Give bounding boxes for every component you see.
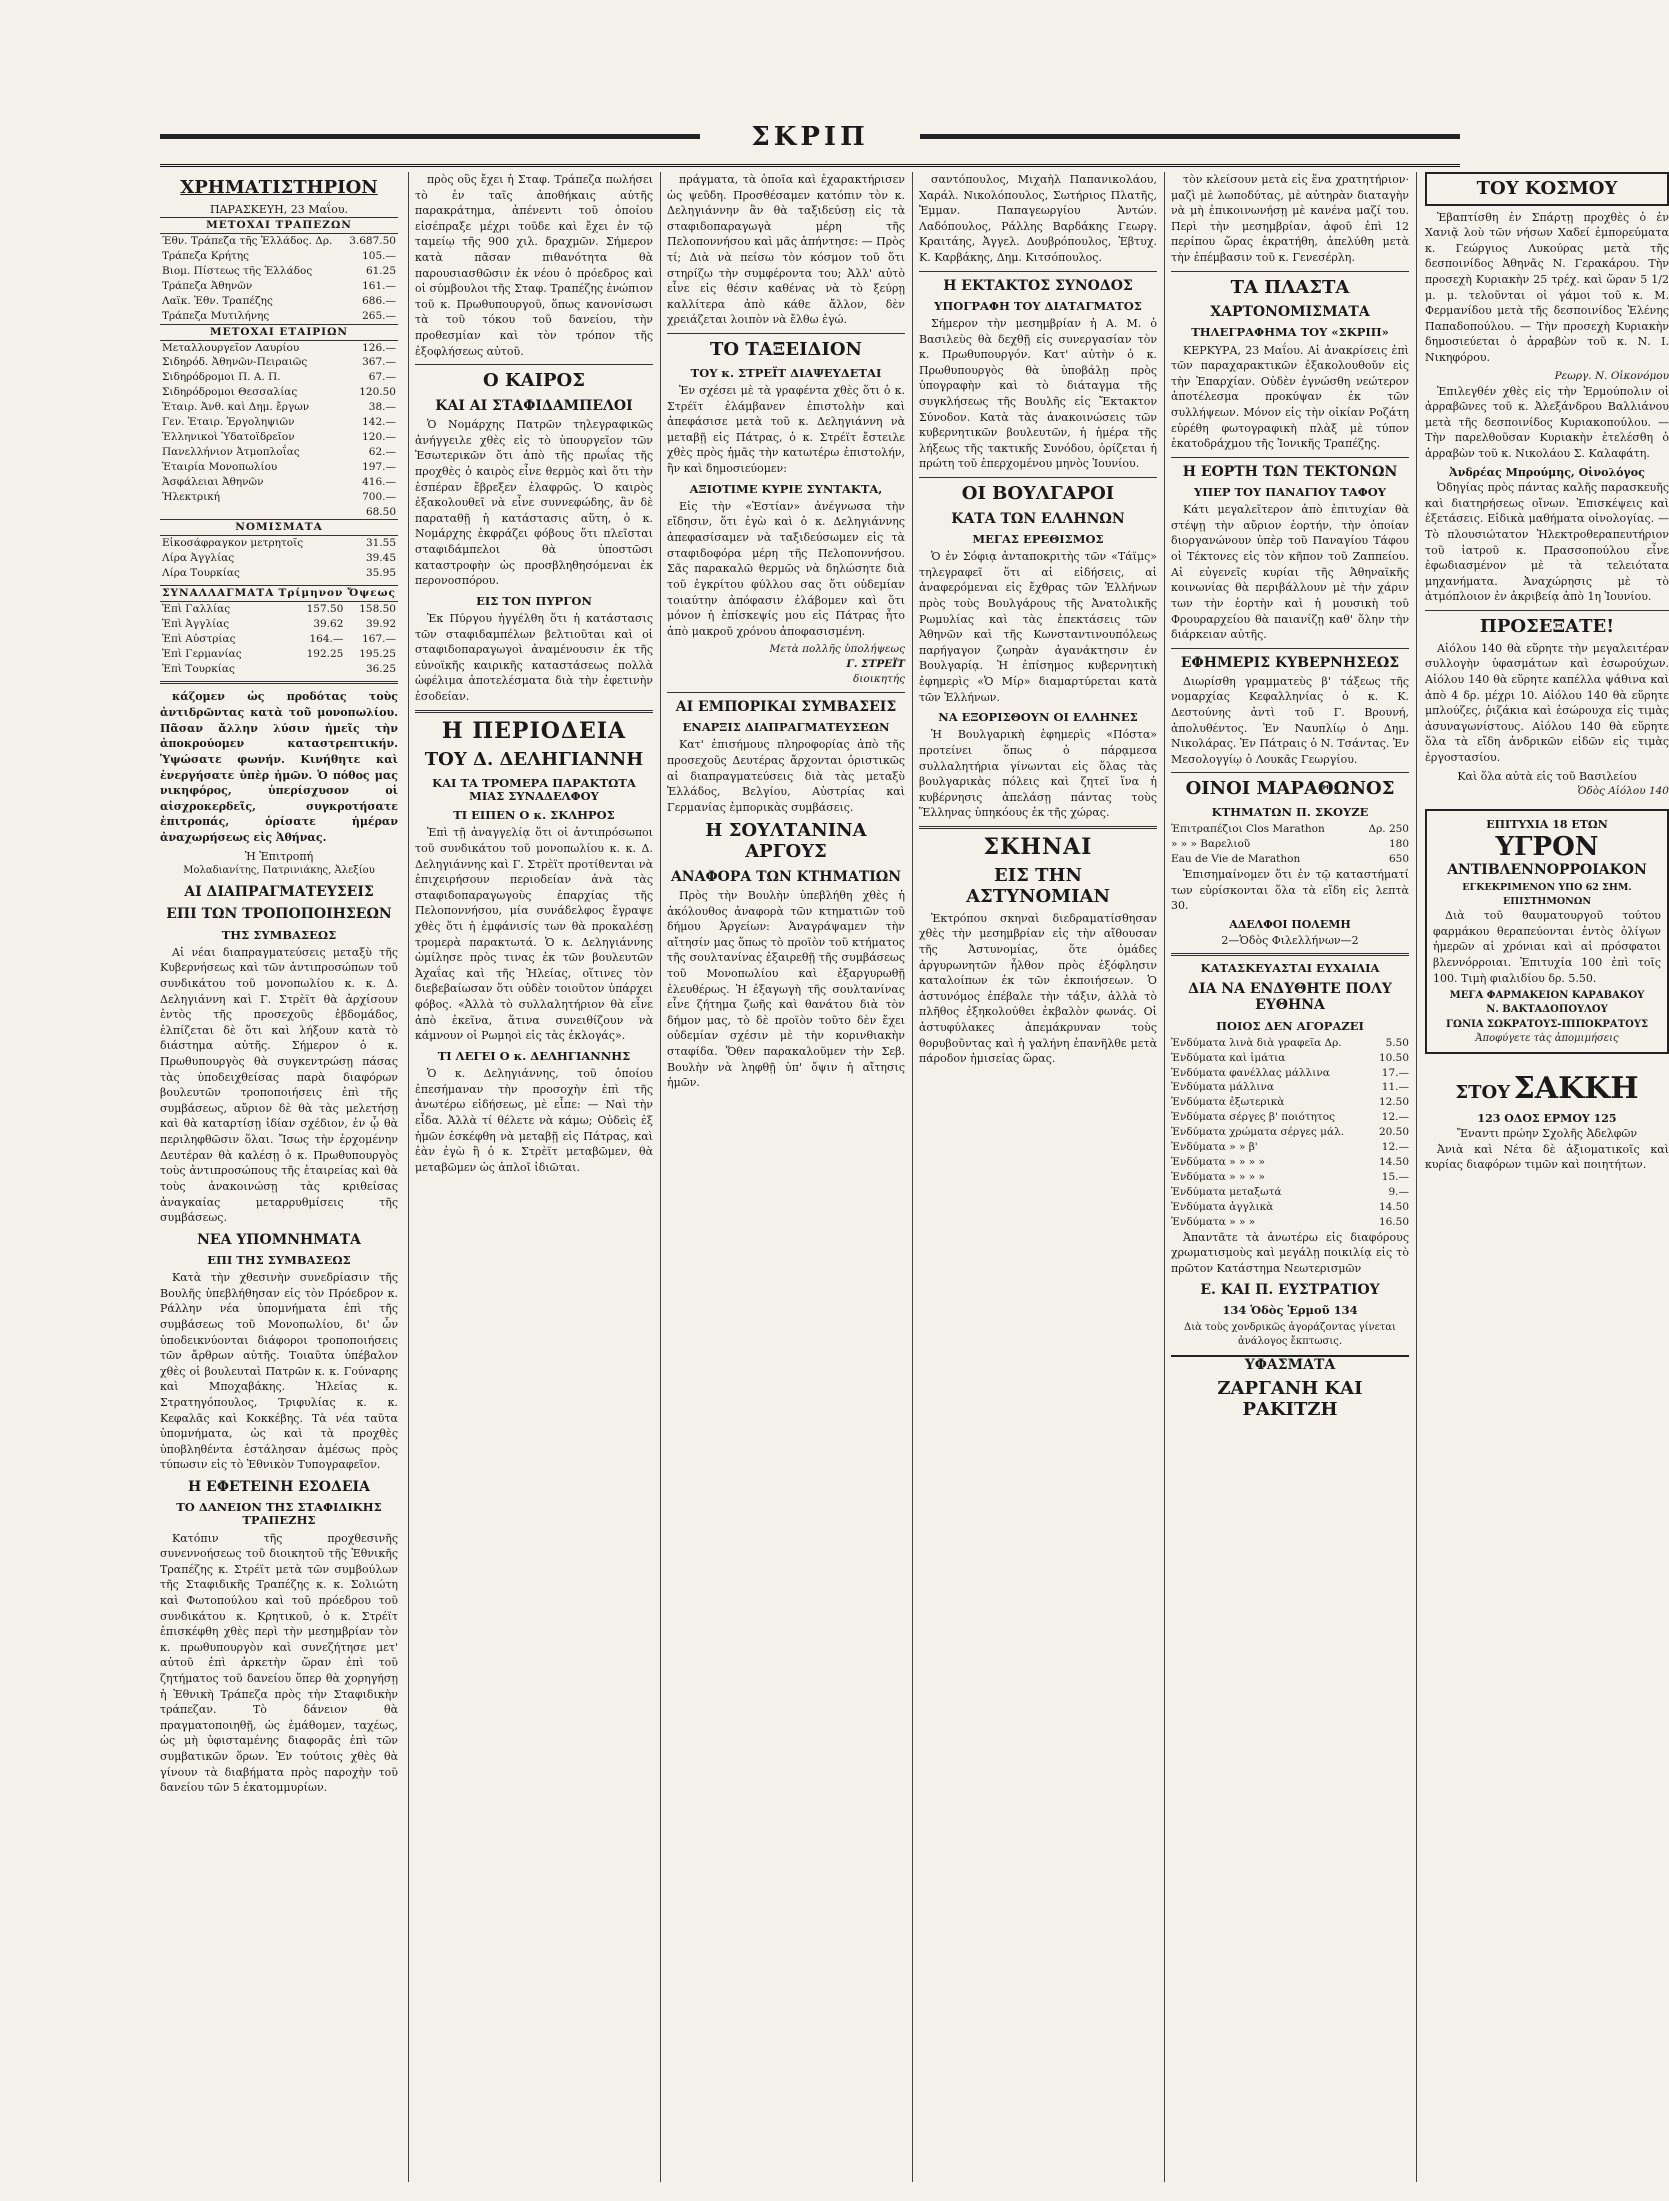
ad-kicker: ΕΠΙΤΥΧΙΑ 18 ΕΤΩΝ — [1486, 818, 1608, 832]
table-row — [160, 385, 398, 400]
article-subheading: ΕΙΣ ΤΗΝ ΑΣΤΥΝΟΜΙΑΝ — [966, 865, 1110, 908]
row-value: 686.— — [362, 294, 396, 307]
article-heading: Η ΕΦΕΤΕΙΝΗ ΕΣΟΔΕΙΑ — [188, 1478, 370, 1495]
article-subheading: ΥΠΕΡ ΤΟΥ ΠΑΝΑΓΙΟΥ ΤΑΦΟΥ — [1194, 485, 1386, 500]
article-text: Διωρίσθη γραμματεὺς β' τάξεως τῆς νομαρχίας Κεφαλληνίας ὁ κ. Κ. Δεστούνης ἀντὶ τοῦ Γ. Βρουνή, ἀπολυθέντος. Ἐν Ναυπλίῳ ὁ Δημ. Νικολάρας. Ἐν Πάτραις ὁ Ν. Τσάντας. Ἐν Μεσολογγίῳ ὁ Λουκᾶς Γεωργίου. — [1171, 674, 1409, 766]
ad-vendor: ΑΔΕΛΦΟΙ ΠΟΛΕΜΗ — [1229, 917, 1351, 931]
table-row — [160, 490, 398, 505]
article-text: Κάτι μεγαλεῖτερον ἀπὸ ἐπιτυχίαν θὰ στέψῃ τὴν αὔριον ἑορτήν, τὴν ὁποίαν διοργανώνουν ὑπὲρ τοῦ Παναγίου Τάφου οἱ Τέκτονες εἰς τὸν κῆπον τοῦ Ζαππείου. Αἱ εὐγενεῖς κυρίαι τῆς Ἀθηναϊκῆς κοινωνίας θὰ περιβάλλουν μὲ τὴν χάριν των τὴν ἑορτὴν καὶ ἡ μουσικὴ τοῦ Φρουραρχείου θὰ παιανίζῃ καθ' ὅλην τὴν διάρκειαν αὐτῆς. — [1171, 503, 1409, 642]
pharmacy-ad — [1425, 809, 1669, 1054]
price-value: 17.— — [1381, 1066, 1409, 1079]
article-heading: ΑΙ ΕΜΠΟΡΙΚΑΙ ΣΥΜΒΑΣΕΙΣ — [675, 699, 897, 716]
banks-table — [160, 217, 398, 581]
price-value: 12.— — [1381, 1141, 1409, 1154]
ad-text: Διὰ τοὺς χονδρικῶς ἀγοράζοντας γίνεται ἀνάλογος ἔκπτωσις. — [1184, 1321, 1396, 1347]
row-label: Ἐπὶ Ἀγγλίας — [162, 617, 230, 630]
row-label: Πανελλήνιον Ἀτμοπλοΐας — [162, 445, 300, 458]
price-value: 12.50 — [1378, 1096, 1409, 1109]
article-text: Κατόπιν τῆς προχθεσινῆς συνεννοήσεως τοῦ διοικητοῦ τῆς Ἐθνικῆς Τραπέζης κ. Στρέϊτ μετὰ τῶν συμβούλων τῆς Σταφιδικῆς Τραπέζης κ. κ. Σολιώτη καὶ Φωτοπούλου καὶ τοῦ πρόεδρου τοῦ συνδικάτου κ. Κρητικοῦ, ὁ κ. Στρέϊτ ἐπισκέφθη χθὲς περὶ τὴν μεσημβρίαν τὸν κ. πρωθυπουργὸν καὶ συνεζήτησε μετ' αὐτοῦ ἐπὶ ἀρκετὴν ὥραν ἐπὶ τοῦ ζητήματος τοῦ δανείου ὅπερ θὰ χορηγήσῃ ἡ Ἐθνικὴ Τράπεζα πρὸς τὴν Σταφιδικὴν τράπεζαν. Τὸ δάνειον θὰ πραγματοποιηθῇ, ὡς ἐμάθομεν, ταχέως, ὡς μὴ ὑφισταμένης διαφορᾶς ἐπὶ τῶν συμβατικῶν ὅρων. Ἐν τούτοις χθὲς θὰ γίνουν τὰ διαβήματα πρὸς παροχὴν τοῦ δανείου τῶν 5 ἑκατομμυρίων. — [160, 1531, 398, 1795]
row-label: Σιδηρόδρομοι Π. Α. Π. — [162, 371, 281, 384]
price-label: Ἐνδύματα σέργες β' ποιότητος — [1171, 1111, 1335, 1124]
signature: Ἀνδρέας Μπρούμης, Οἰνολόγος — [1449, 465, 1645, 479]
row-value: 192.25 — [306, 647, 344, 660]
price-row — [1171, 1036, 1409, 1051]
companies-header: ΜΕΤΟΧΑΙ ΕΤΑΙΡΙΩΝ — [160, 324, 398, 340]
ad-vendor: Ε. ΚΑΙ Π. ΕΥΣΤΡΑΤΙΟΥ — [1200, 1282, 1380, 1299]
table-row — [160, 505, 398, 520]
price-value: 11.— — [1381, 1081, 1409, 1094]
divider — [919, 826, 1157, 829]
ad-note: Ἀποφύγετε τὰς ἀπομιμήσεις — [1475, 1032, 1619, 1044]
price-label: Eau de Vie de Marathon — [1171, 853, 1301, 866]
signature: Ρεωργ. Ν. Οἰκονόμου — [1554, 369, 1669, 382]
price-row — [1171, 1095, 1409, 1110]
ad-subheading: ΔΙΑ ΝΑ ΕΝΔΥΘΗΤΕ ΠΟΛΥ ΕΥΘΗΝΑ — [1188, 981, 1392, 1014]
market-date: ΠΑΡΑΣΚΕΥΗ, 23 Μαΐου. — [209, 202, 349, 216]
ad-text: Διὰ τοῦ θαυματουργοῦ τούτου φαρμάκου θεραπεύονται ἐντὸς ὀλίγων ἡμερῶν αἱ χρόνιαι καὶ αἱ πρόσφατοι βλεννόρροιαι. Ἐπιτυχία 100 ἐπὶ τοῖς 100. Τιμὴ φιαλιδίου δρ. 5.50. — [1433, 909, 1661, 985]
market-title: ΧΡΗΜΑΤΙΣΤΗΡΙΟΝ — [180, 177, 378, 198]
article-text: Εἰς τὴν «Ἑστίαν» ἀνέγνωσα τὴν εἴδησιν, ὅτι ἐγὼ καὶ ὁ κ. Δεληγιάννης ἀπεφασίσαμεν νὰ ταξιδεύσωμεν εἰς τὰ σταφιδοφόρα μέρη τῆς Πελοποννήσου. Σᾶς παρακαλῶ θερμῶς νὰ δηλώσητε διὰ τοῦ ἐγκρίτου φύλλου σας ὅτι οὐδεμίαν τοιαύτην ἀπόφασιν ἐλάβομεν καὶ ὅτι μόνον ἡ ἐπίσκεψίς μου εἰς Πάτρας ἦτο ἀπὸ μακροῦ χρόνου ἀποφασισμένη. — [667, 499, 905, 638]
divider — [160, 681, 398, 684]
table-row — [160, 294, 398, 309]
price-value: 14.50 — [1378, 1200, 1409, 1213]
divider — [415, 710, 653, 713]
coins-header: ΝΟΜΙΣΜΑΤΑ — [160, 520, 398, 536]
article-subheading: ΤΟΥ κ. ΣΤΡΕΪΤ ΔΙΑΨΕΥΔΕΤΑΙ — [690, 365, 882, 380]
ad-headline: ΥΓΡΟΝ — [1495, 831, 1599, 862]
table-row — [160, 355, 398, 370]
table-row — [160, 234, 398, 249]
price-label: Ἐνδύματα ἐξωτερικὰ — [1171, 1096, 1285, 1109]
divider — [667, 333, 905, 334]
article-text: Ἐκτρόπου σκηναὶ διεδραματίσθησαν χθὲς τὴν μεσημβρίαν εἰς τὴν αἴθουσαν τῆς Ἀστυνομίας, ὅτε ὁμάδες ἀργυρωνητῶν ἦλθον πρὸς ἐξόφλησιν καταλοίπων ἐκ τῶν ἐκποιήσεων. Ὁ ἀστυνόμος ἐπέβαλε τὴν τάξιν, ἀλλὰ τὸ πλῆθος ἐξηκολούθει ἐκβαλὸν φωνάς. Οἱ ἀστυφύλακες ἀπεμάκρυναν τοὺς θορυβοῦντας καὶ ἡ γαλήνη ἐπανῆλθε μετὰ πάροδον ἡμισείας ὥρας. — [919, 911, 1157, 1066]
row-value: 265.— — [362, 309, 396, 322]
row-label: Σιδηρόδρομοι Θεσσαλίας — [162, 386, 298, 399]
price-row — [1171, 837, 1409, 852]
divider — [1425, 610, 1669, 611]
row-label: Τράπεζα Μυτιλήνης — [162, 309, 270, 322]
masthead-title: ΣΚΡΙΠ — [751, 122, 869, 152]
divider — [1171, 772, 1409, 773]
row-value: 120.50 — [359, 386, 396, 399]
row-value: 62.— — [368, 445, 396, 458]
article-text: Ὁ Νομάρχης Πατρῶν τηλεγραφικῶς ἀνήγγειλε χθὲς εἰς τὸ ὑπουργεῖον τῶν Ἐσωτερικῶν ὅτι ἀπὸ τῆς πρωΐας τῆς προχθὲς ὁ καιρὸς εἶνε θερμὸς καὶ ὅτι τὴν ἑσπέραν ἔβρεξεν ἐλαφρῶς. Ὁ καιρὸς ἐξακολουθεῖ νὰ εἶνε συννεφώδης, ἂν δὲ παραταθῇ ἡ κατάστασις αὕτη, ὁ κ. Νομάρχης ἐκφράζει φόβους ὅτι πλεῖσται σταφιδάμπελοι θὰ ὑποστῶσι καταστροφὴν ὡς προσβληθησόμεναι ἐκ περονοσπόρου. — [415, 418, 653, 588]
row-label: Τράπεζα Ἀθηνῶν — [162, 279, 253, 292]
price-label: Ἐνδύματα » » β' — [1171, 1141, 1258, 1154]
masthead — [160, 118, 1460, 167]
ad-text: Ἀπαντᾶτε τὰ ἀνωτέρω εἰς διαφόρους χρωματισμοὺς καὶ μεγάλῃ ποικιλίᾳ εἰς τὸ πρῶτον Κατάστημα Νεωτερισμῶν — [1171, 1230, 1409, 1275]
row-value: 35.95 — [365, 567, 396, 580]
article-subheading: ΤΗΣ ΣΥΜΒΑΣΕΩΣ — [221, 927, 337, 942]
article-heading: ΤΙ ΛΕΓΕΙ Ο κ. ΔΕΛΗΓΙΑΝΝΗΣ — [437, 1048, 631, 1063]
fx-col-header: Ὄψεως — [345, 586, 398, 602]
ad-address: 2—Ὁδὸς Φιλελλήνων—2 — [1221, 933, 1359, 947]
price-label: Ἐνδύματα φανέλλας μάλλινα — [1171, 1066, 1330, 1079]
article-text: Ἐβαπτίσθη ἐν Σπάρτῃ προχθὲς ὁ ἐν Χανιᾷ λοὺ τῶν νήσων Χαδεί ἐμπορεύματα κ. Γεώργιος Λυκούρας μετὰ τῆς δεσποινίδος Ἀθηνᾶς Ν. Γερακάρου. Τὴν προσεχὴ Κυριακὴν 25 τρέχ. καὶ ὥραν 5 1/2 μ. μ. τελοῦνται οἱ γάμοι τοῦ κ. Μ. Φερμανίδου μετὰ τῆς δεσποινίδος Ἑλένης Παπαδοπούλου. — Τὴν προσεχὴ Κυριακὴν δημοσιεύεται ὁ ἀρραβὼν τοῦ κ. Ν. Ι. Νικηφόρου. — [1425, 210, 1669, 365]
article-heading: Η ΠΕΡΙΟΔΕΙΑ — [441, 717, 627, 744]
article-text: Ἐπιλεγθέν χθὲς εἰς τὴν Ἑρμούπολιν οἱ ἀρραβῶνες τοῦ κ. Ἀλεξάνδρου Βαλλιάνου μετὰ τῆς δεσποινίδος Κυριακοπούλου. — Τὴν παρελθοῦσαν Κυριακὴν ἐτελέσθη ὁ ἀρραβὼν τοῦ κ. Νικολάου Σ. Καλαφάτη. — [1425, 384, 1669, 460]
price-value: 15.— — [1381, 1170, 1409, 1183]
column-2 — [408, 172, 659, 2182]
row-value: 105.— — [362, 250, 396, 263]
article-text: ΚΕΡΚΥΡΑ, 23 Μαΐου. Αἱ ἀνακρίσεις ἐπὶ τῶν παραχαρακτικῶν ἐξακολουθοῦν εἰς τὴν Ἐπαρχίαν. Οὐδὲν ἐγνώσθη νεώτερον ἀποτέλεσμα προκύψαν ἐκ τῶν συλλήψεων. Μόνον εἰς τὴν οἰκίαν Ροζάτη εὑρέθη φωτογραφικὴ πλὰξ μὲ τύπον ἑκατοδράχμου τῆς Ἰονικῆς Τραπέζης. — [1171, 343, 1409, 451]
table-row — [160, 370, 398, 385]
ad-vendor: ΖΑΡΓΑΝΗ ΚΑΙ ΡΑΚΙΤΖΗ — [1217, 1378, 1363, 1420]
ad-subheading: ΚΤΗΜΑΤΩΝ Π. ΣΚΟΥΖΕ — [1211, 805, 1369, 820]
article-text: Κατ' ἐπισήμους πληροφορίας ἀπὸ τῆς προσεχοῦς Δευτέρας ἄρχονται ὁριστικῶς αἱ διαπραγματεύσεις διὰ τὰς μεταξὺ Ἑλλάδος, Βελγίου, Αὐστρίας καὶ Γερμανίας ἐμπορικὰς συμβάσεις. — [667, 738, 905, 814]
price-value: 10.50 — [1378, 1051, 1409, 1064]
appeal-signature: Ἡ Ἐπιτροπή — [244, 849, 314, 863]
table-row — [160, 279, 398, 294]
article-subheading: ΤΟΥ Δ. ΔΕΛΗΓΙΑΝΝΗ — [424, 748, 644, 770]
row-value: 700.— — [362, 490, 396, 503]
price-row — [1171, 1125, 1409, 1140]
row-label: Έθν. Τράπεζα τῆς Ἑλλάδος. Δρ. — [162, 235, 333, 248]
row-label: Ἐπὶ Γερμανίας — [162, 647, 242, 660]
article-subheading: ΕΠΙ ΤΩΝ ΤΡΟΠΟΠΟΙΗΣΕΩΝ — [166, 906, 392, 923]
article-heading: Η ΣΟΥΛΤΑΝΙΝΑ ΑΡΓΟΥΣ — [705, 820, 867, 863]
ad-note: Ἔναντι πρώην Σχολῆς Ἀδελφῶν — [1456, 1127, 1638, 1141]
table-row — [160, 632, 398, 647]
article-text: Ἐπὶ τῇ ἀναγγελίᾳ ὅτι οἱ ἀντιπρόσωποι τοῦ συνδικάτου τοῦ μονοπωλίου κ. κ. Δ. Δεληγιάννης καὶ Γ. Στρὲϊτ προτίθενται νὰ ἐπιχειρήσουν περιοδείαν ἀνὰ τὰς σταφιδοπαραγωγοὺς ἐπαρχίας τῆς Πελοποννήσου, μία συνάδελφος ἔγραψε χθὲς ὅτι ἡ ἐμφάνισίς των θὰ προκαλέσῃ τρομερὰ παρακτωτά. Ὁ κ. Δεληγιάννης ὡμίλησε πρὸς τινας ἐκ τῶν βουλευτῶν Ἀχαΐας καὶ τῆς Ἠλείας, οἵτινες τὸν διεβεβαίωσαν ὅτι οὐδὲν τοιοῦτον ὑπάρχει φόβος. «Ἀλλὰ τὸ συλλαλητήριον θὰ εἶνε ἀπὸ ἐκεῖνα, ἅτινα συνειθίζουν νὰ κάμνουν οἱ Ρωμηοὶ εἰς τὰς ἐκλογάς». — [415, 826, 653, 1043]
article-heading: Η ΕΟΡΤΗ ΤΩΝ ΤΕΚΤΟΝΩΝ — [1182, 463, 1398, 480]
row-label: Σιδηρόδ. Ἀθηνῶν-Πειραιῶς — [162, 356, 308, 369]
article-text: Ὀδηγίας πρὸς πάντας καλῆς παρασκευῆς καὶ διατηρήσεως οἴνων. Ἐπισκέψεις καὶ ἐξετάσεις. Εἰδικὰ μαθήματα οἰνολογίας. — Τὸ πλουσιώτατον Ἠλεκτροθεραπευτήριον τοῦ ἰατροῦ κ. Πρασσοπούλου εἶνε ἐφωδιασμένον μὲ τὰ τελειότατα μηχανήματα. Ἀναχώρησις μὲ τὸ ἀτμόπλοιον ἐν ἀκριβείᾳ ἀπὸ 1η Ἰουνίου. — [1425, 481, 1669, 604]
table-row — [160, 566, 398, 581]
article-text: κάζομεν ὡς προδότας τοὺς ἀντιδρῶντας κατὰ τοῦ μονοπωλίου. Πᾶσαν ἄλλην λύσιν ἡμεῖς τὴν ἀποκρούομεν καταστρεπτικήν. Ὑψώσατε φωνήν. Κινήθητε καὶ ἐνεργήσατε ὑπὲρ ἡμῶν. Ὁ πόθος μας νικηφόρος, ὑπερίσχυσον οἱ αἰσχροκερδεῖς, συγκροτήσατε ἐπιτροπάς, ὁρίσατε ἡμέραν ἀναχωρήσεως εἰς Ἀθήνας. — [160, 690, 398, 844]
article-text: Σήμερον τὴν μεσημβρίαν ἡ Α. Μ. ὁ Βασιλεὺς θὰ δεχθῇ εἰς συνεργασίαν τὸν κ. Πρωθυπουργόν. Κατ' αὐτὴν ὁ κ. Πρωθυπουργὸς θὰ ὑποβάλῃ πρὸς ὑπογραφὴν καὶ τὸ διάταγμα τῆς συγκλήσεως τῆς Βουλῆς εἰς Ἔκτακτον Σύνοδον. Κατὰ τὰς ἀνακοινώσεις τῶν κυβερνητικῶν βουλευτῶν, ἡ ἡμέρα τῆς λήξεως τῆς τακτικῆς Συνόδου, ὁρίζεται ἡ πρώτη τοῦ ἐπερχομένου μηνὸς Ἰουνίου. — [919, 316, 1157, 471]
price-row — [1171, 852, 1409, 867]
divider — [1171, 457, 1409, 458]
price-value: Δρ. 250 — [1368, 823, 1409, 836]
letter-closing: Μετὰ πολλῆς ὑπολήψεως — [769, 643, 905, 656]
divider — [1171, 953, 1409, 956]
article-subheading: ΚΑΤΑ ΤΩΝ ΕΛΛΗΝΩΝ — [951, 510, 1125, 527]
price-label: Ἐνδύματα » » » » — [1171, 1170, 1265, 1183]
divider — [415, 364, 653, 365]
article-subheading: ΤΟ ΔΑΝΕΙΟΝ ΤΗΣ ΣΤΑΦΙΔΙΚΗΣ ΤΡΑΠΕΖΗΣ — [176, 1500, 382, 1528]
price-value: 20.50 — [1378, 1126, 1409, 1139]
table-row — [160, 551, 398, 566]
row-label: Ἠλεκτρική — [162, 490, 221, 503]
ad-heading: ΟΙΝΟΙ ΜΑΡΑΘΩΝΟΣ — [1185, 778, 1395, 800]
row-value — [276, 662, 345, 677]
price-row — [1171, 1051, 1409, 1066]
ad-subheading: ΠΟΙΟΣ ΔΕΝ ΑΓΟΡΑΖΕΙ — [1216, 1018, 1364, 1033]
price-row — [1171, 1200, 1409, 1215]
article-text: Ὁ ἐν Σόφιᾳ ἀνταποκριτὴς τῶν «Τάϊμς» τηλεγραφεῖ ὅτι αἱ εἰδήσεις, αἱ ἀναφερόμεναι εἰς ἔχθρας τῶν Ἑλλήνων πρὸς τοὺς Βουλγάρους τῆς Ἀνατολικῆς Ρωμυλίας καὶ τὰς ἐπεκτάσεις τῶν Ἀθηνῶν καὶ τῆς Κωνσταντινουπόλεως παρήγαγον ζωηρὰν ἀγανάκτησιν ἐν Βουλγαρίᾳ. Ἡ ἐπίσημος κυβερνητικὴ ἐφημερὶς «Ὁ Μίρ» διαμαρτύρεται κατὰ τῶν Ἑλλήνων. — [919, 550, 1157, 704]
ad-heading: ΚΑΤΑΣΚΕΥΑΣΤΑΙ ΕΥΧΑΙΛΙΑ — [1200, 961, 1380, 976]
ad-subtitle: ΕΓΚΕΚΡΙΜΕΝΟΝ ΥΠΟ 62 ΣΗΜ. ΕΠΙΣΤΗΜΟΝΩΝ — [1462, 882, 1632, 907]
price-value: 180 — [1388, 838, 1409, 851]
row-value: 142.— — [362, 416, 396, 429]
ad-kicker: ΣΤΟΥ — [1455, 1082, 1511, 1103]
section-title: ΤΟΥ ΚΟΣΜΟΥ — [1425, 172, 1669, 206]
table-row — [160, 309, 398, 324]
table-row — [160, 249, 398, 264]
column-5 — [1164, 172, 1415, 2182]
article-heading: ΑΙ ΔΙΑΠΡΑΓΜΑΤΕΥΣΕΙΣ — [184, 884, 374, 901]
row-value: 36.25 — [365, 662, 396, 675]
banks-header: ΜΕΤΟΧΑΙ ΤΡΑΠΕΖΩΝ — [160, 218, 398, 234]
divider — [919, 271, 1157, 272]
ad-text: Αἰόλου 140 θὰ εὕρητε τὴν μεγαλειτέραν συλλογὴν ὑφασμάτων καὶ ἐσωρούχων. Αἰόλου 140 θὰ εὕρητε καπέλλα ψάθινα καὶ ἀπὸ 4 δρ. μέχρι 10. Αἰόλου 140 θὰ εὕρητε μπλούζες, ῥιζάκια καὶ ἐσώρουχα εἰς τιμὰς ἀσυναγωνίστους. Αἰόλου 140 θὰ εὕρητε ὅλα τὰ εἴδη ἀνδρικῶν εἰδῶν εἰς τιμὰς ἐργοστασίου. — [1425, 641, 1669, 765]
row-label: Λίρα Ἀγγλίας — [162, 552, 235, 565]
article-text: Αἱ νέαι διαπραγματεύσεις μεταξὺ τῆς Κυβερνήσεως καὶ τῶν ἀντιπροσώπων τοῦ συνδικάτου τοῦ μονοπωλίου κ. κ. Δ. Δεληγιάννη καὶ Γ. Στρὲϊτ θὰ ἀρχίσουν ἐντὸς τῆς προσεχοῦς ἑβδομάδος, ἐλπίζεται δὲ ὅτι καὶ λήξουν κατὰ τὸ διάστημα αὐτῆς. Σήμερον ὁ κ. Πρωθυπουργὸς θὰ συγκεντρώσῃ πάσας τὰς ὑποδειχθείσας παρὰ διαφόρων βουλευτῶν τροποποιήσεις ἐπὶ τῆς συμβάσεως, αὔριον δὲ θὰ τὰς μελετήσῃ καὶ θὰ καταρτίσῃ ἰδίαν σχέδιον, ἐν ᾧ θὰ περιληφθῶσιν ὅλαι. Ἴσως τὴν ἐρχομένην Δευτέραν θὰ καλέσῃ ὁ κ. Πρωθυπουργὸς τοὺς ἀντιπροσώπους τῆς ἑταιρείας καὶ θὰ τοὺς ἀνακοινώσῃ τὰς κριθείσας ἀναγκαίας μεταρρυθμίσεις τῆς συμβάσεως. — [160, 945, 398, 1225]
table-row — [160, 445, 398, 460]
row-label: Ἑταιρία Μονοπωλίου — [162, 460, 278, 473]
divider — [1171, 271, 1409, 272]
article-heading: ΝΕΑ ΥΠΟΜΝΗΜΑΤΑ — [197, 1231, 361, 1248]
price-row — [1171, 822, 1409, 837]
article-text: Πρὸς τὴν Βουλὴν ὑπεβλήθη χθὲς ἡ ἀκόλουθος ἀναφορὰ τῶν κτηματιῶν τοῦ δήμου Ἀργείων: Ἀναγράψαμεν τὴν αἴτησίν μας ὅπως τὸ προϊὸν τοῦ κτήματος τῆς σουλτανίνας ἐξαιρεθῇ τῆς συμβάσεως τοῦ Μονοπωλίου καὶ ἐξαργυρωθῇ ἐλευθέρως. Ἡ ἐξαγωγὴ τῆς σουλτανίνας εἶνε ζήτημα ζωῆς καὶ θανάτου διὰ τὸν δήμον μας, τὸ δὲ προϊὸν τοῦτο δὲν ἔχει οὐδεμίαν σχέσιν μὲ τὴν κορινθιακὴν σταφίδα. Ὅθεν παρακαλοῦμεν τὴν Σεβ. Βουλὴν νὰ ληφθῇ ὑπ' ὄψιν ἡ αἴτησις ἡμῶν. — [667, 888, 905, 1090]
ad-footer: Καὶ ὅλα αὐτὰ εἰς τοῦ Βασιλείου — [1457, 769, 1637, 783]
price-label: Ἐνδύματα χρώματα σέργες μάλ. — [1171, 1126, 1345, 1139]
price-value: 650 — [1388, 853, 1409, 866]
divider — [667, 692, 905, 693]
ad-product: ΑΝΤΙΒΛΕΝΝΟΡΡΟΙΑΚΟΝ — [1447, 862, 1647, 879]
article-text: πρὸς οὓς ἔχει ἡ Σταφ. Τράπεζα πωλήσει τὸ ἐν ταῖς ἀποθήκαις αὐτῆς παρακράτημα, ἀπένεντι τοῦ ὁποίου εἰσέπραξε μέχρι τοῦδε καὶ ἔχει ἐν τῷ ταμείῳ τῆς 900 χιλ. δραχμῶν. Σήμερον κατὰ πᾶσαν πιθανότητα θὰ παρουσιασθῶσιν ἐκ νέου ὁ πρόεδρος καὶ οἱ σύμβουλοι τῆς Σταφ. Τραπέζης ἐνώπιον τοῦ κ. Πρωθυπουργοῦ, ὅπως κανονίσωσι τὰ τοῦ τόκου τοῦ δανείου, τὴν προθεσμίαν καὶ τὸν τρόπον τῆς ἐξοφλήσεως αὐτοῦ. — [415, 173, 653, 358]
article-text: Κατὰ τὴν χθεσινὴν συνεδρίασιν τῆς Βουλῆς ὑπεβλήθησαν εἰς τὸν Πρόεδρον κ. Ράλλην νέα ὑπομνήματα ἐπὶ τῆς συμβάσεως τοῦ Μονοπωλίου, δι' ὧν ὑποδεικνύονται διάφοροι τροποποιήσεις τῶν ἄρθρων αὐτῆς. Τοιαῦτα ὑπέβαλον χθὲς οἱ βουλευταὶ Πατρῶν κ. κ. Γούναρης καὶ Μποχαβάκης. Ἠλείας κ. Στρατηγόπουλος, Τριφυλίας κ. κ. Κεφαλᾶς καὶ Κοκκέβης. Τὰ νέα ταῦτα ὑπομνήματα, ὡς καὶ τὰ προχθὲς ὑποβληθέντα ἐστάλησαν ἀμέσως πρὸς τύπωσιν εἰς τὸ Ἐθνικὸν Τυπογραφεῖον. — [160, 1271, 398, 1472]
row-label — [160, 505, 344, 520]
article-subheading: ΕΝΑΡΞΙΣ ΔΙΑΠΡΑΓΜΑΤΕΥΣΕΩΝ — [682, 720, 890, 735]
price-label: Ἐνδύματα » » » » — [1171, 1156, 1265, 1169]
article-subheading: ΤΙ ΕΙΠΕΝ Ο κ. ΣΚΛΗΡΟΣ — [453, 808, 615, 823]
table-row — [160, 400, 398, 415]
appeal-place: Μολαδιανίτης, Πατρινιάκης, Ἀλεξίου — [183, 865, 375, 877]
row-label: Μεταλλουργεῖον Λαυρίου — [162, 341, 300, 354]
price-row — [1171, 1110, 1409, 1125]
row-value: 416.— — [362, 475, 396, 488]
price-value: 5.50 — [1385, 1036, 1409, 1049]
price-row — [1171, 1080, 1409, 1095]
article-heading: Η ΕΚΤΑΚΤΟΣ ΣΥΝΟΔΟΣ — [943, 277, 1133, 294]
row-value: 197.— — [362, 460, 396, 473]
price-value: 9.— — [1388, 1185, 1409, 1198]
ad-text: Ἀνιὰ καὶ Νέτα δὲ ἀξιοματικοῖς καὶ κυρίας διαφόρων τιμῶν καὶ ποιητήτων. — [1425, 1142, 1669, 1172]
fx-header: ΣΥΝΑΛΛΑΓΜΑΤΑ — [160, 586, 276, 602]
letter-signature: Γ. ΣΤΡΕΪΤ — [846, 658, 905, 671]
row-label: Εἰκοσάφραγκον μετρητοῖς — [162, 537, 304, 550]
fx-col-header: Τρίμηνον — [276, 586, 345, 602]
price-row — [1171, 1170, 1409, 1185]
table-row — [160, 647, 398, 662]
row-value: 3.687.50 — [349, 235, 396, 248]
article-heading: ΕΙΣ ΤΟΝ ΠΥΡΓΟΝ — [476, 593, 592, 608]
price-value: 12.— — [1381, 1111, 1409, 1124]
ad-heading: ΠΡΟΣΕΞΑΤΕ! — [1479, 616, 1615, 638]
ad-heading: ΥΦΑΣΜΑΤΑ — [1171, 1355, 1409, 1373]
column-3 — [660, 172, 911, 2182]
row-label: Τράπεζα Κρήτης — [162, 250, 250, 263]
article-heading: ΝΑ ΕΞΟΡΙΣΘΟΥΝ ΟΙ ΕΛΛΗΝΕΣ — [938, 710, 1138, 725]
row-label: Λίρα Τουρκίας — [162, 567, 240, 580]
fx-table — [160, 585, 398, 676]
price-row — [1171, 1185, 1409, 1200]
table-row — [160, 536, 398, 551]
table-row — [160, 617, 398, 632]
row-value: 164.— — [309, 632, 344, 645]
row-value: 167.— — [362, 632, 396, 645]
price-label: Ἐνδύματα » » » — [1171, 1215, 1256, 1228]
ad-address: 123 ΟΔΟΣ ΕΡΜΟΥ 125 — [1477, 1111, 1617, 1125]
price-row — [1171, 1215, 1409, 1230]
row-value: 31.55 — [365, 537, 396, 550]
row-value: 38.— — [368, 401, 396, 414]
row-value: 61.25 — [365, 265, 396, 278]
article-text: τὸν κλείσουν μετὰ εἰς ἕνα χρατητήριον· μαζὶ μὲ λωποδύτας, μὲ αὐτηρὰν διαταγὴν νὰ μὴ ἐπικοινωνήσῃ μὲ κανένα μαζί του. Περὶ τὴν μεσημβρίαν, ἀφοῦ ἐπὶ 12 περίπου ὥρας ἐκρατήθη, ἀπελύθη μετὰ τὴν ἐπέμβασιν τοῦ κ. Γενεσέρλη. — [1171, 173, 1409, 265]
price-label: Ἐπιτραπέζιοι Clos Marathon — [1171, 823, 1325, 836]
table-row — [160, 264, 398, 279]
row-value: 195.25 — [359, 647, 396, 660]
column-6 — [1416, 172, 1669, 2182]
row-label: Λαϊκ. Ἐθν. Τραπέζης — [162, 294, 273, 307]
article-subheading: ΕΠΙ ΤΗΣ ΣΥΜΒΑΣΕΩΣ — [207, 1252, 351, 1267]
price-value: 16.50 — [1378, 1215, 1409, 1228]
letter-signature-title: διοικητής — [852, 673, 905, 686]
row-label: Βιομ. Πίστεως τῆς Ἑλλάδος — [162, 265, 313, 278]
table-row — [160, 475, 398, 490]
price-row — [1171, 1140, 1409, 1155]
row-label: Ἑλληνικοὶ Ὑδατοϊδρεῖον — [162, 430, 295, 443]
article-heading: Ο ΚΑΙΡΟΣ — [483, 370, 585, 392]
column-1 — [160, 172, 404, 2182]
ad-vendor: ΜΕΓΑ ΦΑΡΜΑΚΕΙΟΝ ΚΑΡΑΒΑΚΟΥ — [1449, 990, 1645, 1002]
column-4 — [912, 172, 1163, 2182]
article-subheading: ΥΠΟΓΡΑΦΗ ΤΟΥ ΔΙΑΤΑΓΜΑΤΟΣ — [934, 298, 1142, 313]
article-text: πράγματα, τὰ ὁποῖα καὶ ἐχαρακτήρισεν ὡς ψεῦδη. Προσθέσαμεν κατόπιν τὸν κ. Δεληγιάννην ἂν θὰ ταξιδεύσῃ εἰς τὰ σταφιδοπαραγωγὰ μέρη τῆς Πελοποννήσου καὶ μᾶς ἀπήντησε: — Πρὸς τί; Διὰ νὰ πείσω τὸν κόσμον τοῦ ὅτι στηρίζω τὴν συμφέροντα του; Ἀλλ' αὐτὸ εἶνε εἰς θέσιν καθένας νὰ τὸ ξεύρῃ καλλίτερα ἀπὸ κάθε ἄλλον, δὲν χρειάζεται λοιπὸν νὰ ἔλθω ἐγώ. — [667, 173, 905, 327]
row-value: 126.— — [362, 341, 396, 354]
ad-vendor: Ν. ΒΑΚΤΑΔΟΠΟΥΛΟΥ — [1486, 1004, 1608, 1016]
article-subheading: ΤΗΛΕΓΡΑΦΗΜΑ ΤΟΥ «ΣΚΡΙΠ» — [1191, 325, 1389, 340]
row-value: 157.50 — [306, 602, 344, 615]
table-row — [160, 340, 398, 355]
ad-headline: ΣΑΚΚΗ — [1513, 1071, 1639, 1106]
row-value: 367.— — [362, 356, 396, 369]
row-label: Ἑταιρ. Ἀνθ. καὶ Δημ. ἔργων — [162, 401, 310, 414]
ad-text: Ἐπισημαίνομεν ὅτι ἐν τῷ καταστήματί των εὑρίσκονται ὅλα τὰ εἴδη εἰς λεπτὰ 30. — [1171, 868, 1409, 913]
price-row — [1171, 1155, 1409, 1170]
divider — [919, 477, 1157, 478]
row-value: 158.50 — [359, 602, 396, 615]
price-label: Ἐνδύματα μεταξωτά — [1171, 1185, 1282, 1198]
table-row — [160, 662, 398, 677]
price-label: » » » Βαρελιοῦ — [1171, 838, 1251, 851]
article-heading: ΕΦΗΜΕΡΙΣ ΚΥΒΕΡΝΗΣΕΩΣ — [1180, 654, 1400, 671]
row-label: Ἐπὶ Τουρκίας — [162, 662, 235, 675]
letter-salutation: ΑΞΙΟΤΙΜΕ ΚΥΡΙΕ ΣΥΝΤΑΚΤΑ, — [689, 481, 883, 496]
divider — [1171, 648, 1409, 649]
table-row — [160, 460, 398, 475]
row-label: Γεν. Ἑταιρ. Ἐργοληψιῶν — [162, 416, 295, 429]
price-label: Ἐνδύματα λινὰ διὰ γραφεῖα Δρ. — [1171, 1036, 1342, 1049]
article-subheading: ΚΑΙ ΑΙ ΣΤΑΦΙΔΑΜΠΕΛΟΙ — [435, 398, 633, 414]
ad-address: ΓΩΝΙΑ ΣΩΚΡΑΤΟΥΣ-ΙΠΠΟΚΡΑΤΟΥΣ — [1445, 1018, 1649, 1030]
article-text: Ἐκ Πύργου ἠγγέλθη ὅτι ἡ κατάστασις τῶν σταφιδαμπέλων βελτιοῦται καὶ οἱ σταφιδοπαραγωγοὶ ἀναμένουσιν ἐκ τῆς εὐνοϊκῆς καιρικῆς καταστάσεως πολλὰ ὠφέλιμα ἀποτελέσματα διὰ τὴν ἐφετινὴν ἐσοδείαν. — [415, 612, 653, 704]
price-value: 14.50 — [1378, 1156, 1409, 1169]
article-subheading: ΜΕΓΑΣ ΕΡΕΘΙΣΜΟΣ — [972, 531, 1104, 546]
article-subheading: ΚΑΙ ΤΑ ΤΡΟΜΕΡΑ ΠΑΡΑΚΤΩΤΑ ΜΙΑΣ ΣΥΝΑΔΕΛΦΟΥ — [432, 775, 636, 803]
row-value: 67.— — [368, 371, 396, 384]
table-row — [160, 430, 398, 445]
article-heading: ΤΟ ΤΑΞΕΙΔΙΟΝ — [709, 339, 863, 361]
article-text: σαντόπουλος, Μιχαὴλ Παπανικολάου, Χαράλ. Νικολόπουλος, Σωτήριος Πλατῆς, Ἐμμαν. Παπαγεωργίου Ἀντών. Λαδόπουλος, Ράλλης Βαρδάκης Γεωργ. Κραιτάης, Ἀγγελ. Δουβρόπουλος, Ἐβτυχ. Κ. Καρβάκης, Δημ. Κιτσόπουλος. — [919, 173, 1157, 265]
table-row — [160, 415, 398, 430]
article-heading: ΤΑ ΠΛΑΣΤΑ — [1230, 276, 1350, 298]
row-label: Ἐπὶ Αὐστρίας — [162, 632, 236, 645]
ad-address: 134 Ὁδὸς Ἑρμοῦ 134 — [1222, 1303, 1358, 1318]
row-value: 161.— — [362, 279, 396, 292]
article-text: Ἐν σχέσει μὲ τὰ γραφέντα χθὲς ὅτι ὁ κ. Στρέϊτ ἐλάμβανεν ἐπιστολὴν καὶ ἀπεφάσισε μετὰ τοῦ κ. Δεληγιάννη νὰ μεταβῇ εἰς Πάτρας, ὁ κ. Στρέϊτ ἔστειλε χθὲς πρὸς ἡμᾶς τὴν κατωτέρω ἐπιστολήν, ἣν καὶ δημοσιεύομεν: — [667, 384, 905, 476]
price-label: Ἐνδύματα μάλλινα — [1171, 1081, 1275, 1094]
row-label: Ἐπὶ Γαλλίας — [162, 602, 231, 615]
table-row — [160, 601, 398, 616]
row-label: Ἀσφάλειαι Ἀθηνῶν — [162, 475, 264, 488]
row-value: 39.45 — [365, 552, 396, 565]
price-row — [1171, 1066, 1409, 1081]
article-heading: ΟΙ ΒΟΥΛΓΑΡΟΙ — [961, 483, 1115, 505]
row-value: 68.50 — [365, 505, 396, 518]
row-value: 120.— — [362, 430, 396, 443]
article-text: Ὁ κ. Δεληγιάννης, τοῦ ὁποίου ἐπεσήμαναν τὴν προσοχὴν ἐπὶ τῆς ἀνωτέρω εἰδήσεως, μὲ εἶπε: — Ναὶ τὴν εἶδα. Ἀλλὰ τί θέλετε νὰ κάμω; Οὐδεὶς ἐξ ἡμῶν ἐσκέφθη νὰ μεταβῇ εἰς Πάτρας, καὶ ἐὰν ἐγὼ ἢ ὁ κ. Στρὲϊτ μεταβῶμεν, θὰ μεταβῶμεν ὡς ἁπλοῖ ἰδιῶται. — [415, 1067, 653, 1174]
store-ad — [1425, 1068, 1669, 1111]
article-subheading: ΑΝΑΦΟΡΑ ΤΩΝ ΚΤΗΜΑΤΙΩΝ — [670, 868, 902, 885]
newspaper-columns — [160, 172, 1669, 2192]
price-label: Ἐνδύματα καὶ ἱμάτια — [1171, 1051, 1286, 1064]
row-value: 39.62 — [313, 617, 344, 630]
article-text: Ἡ Βουλγαρικὴ ἐφημερὶς «Πόστα» προτείνει ὅπως ὁ πάρᾳμεσα συλλαλητήρια γίνωνται εἰς ὅλας τὰς βουλγαρικὰς πόλεις καὶ ζητεῖ ἵνα ἡ κυβέρνησις ἀπελάσῃ πάντας τοὺς Ἕλληνας ὑπηκόους ἐκ τῆς χώρας. — [919, 728, 1157, 820]
ad-address: Ὁδὸς Αἰόλου 140 — [1577, 785, 1669, 798]
row-value: 39.92 — [365, 617, 396, 630]
article-heading: ΣΚΗΝΑΙ — [983, 834, 1093, 861]
article-subheading: ΧΑΡΤΟΝΟΜΙΣΜΑΤΑ — [1210, 304, 1370, 321]
price-label: Ἐνδύματα ἀγγλικὰ — [1171, 1200, 1274, 1213]
